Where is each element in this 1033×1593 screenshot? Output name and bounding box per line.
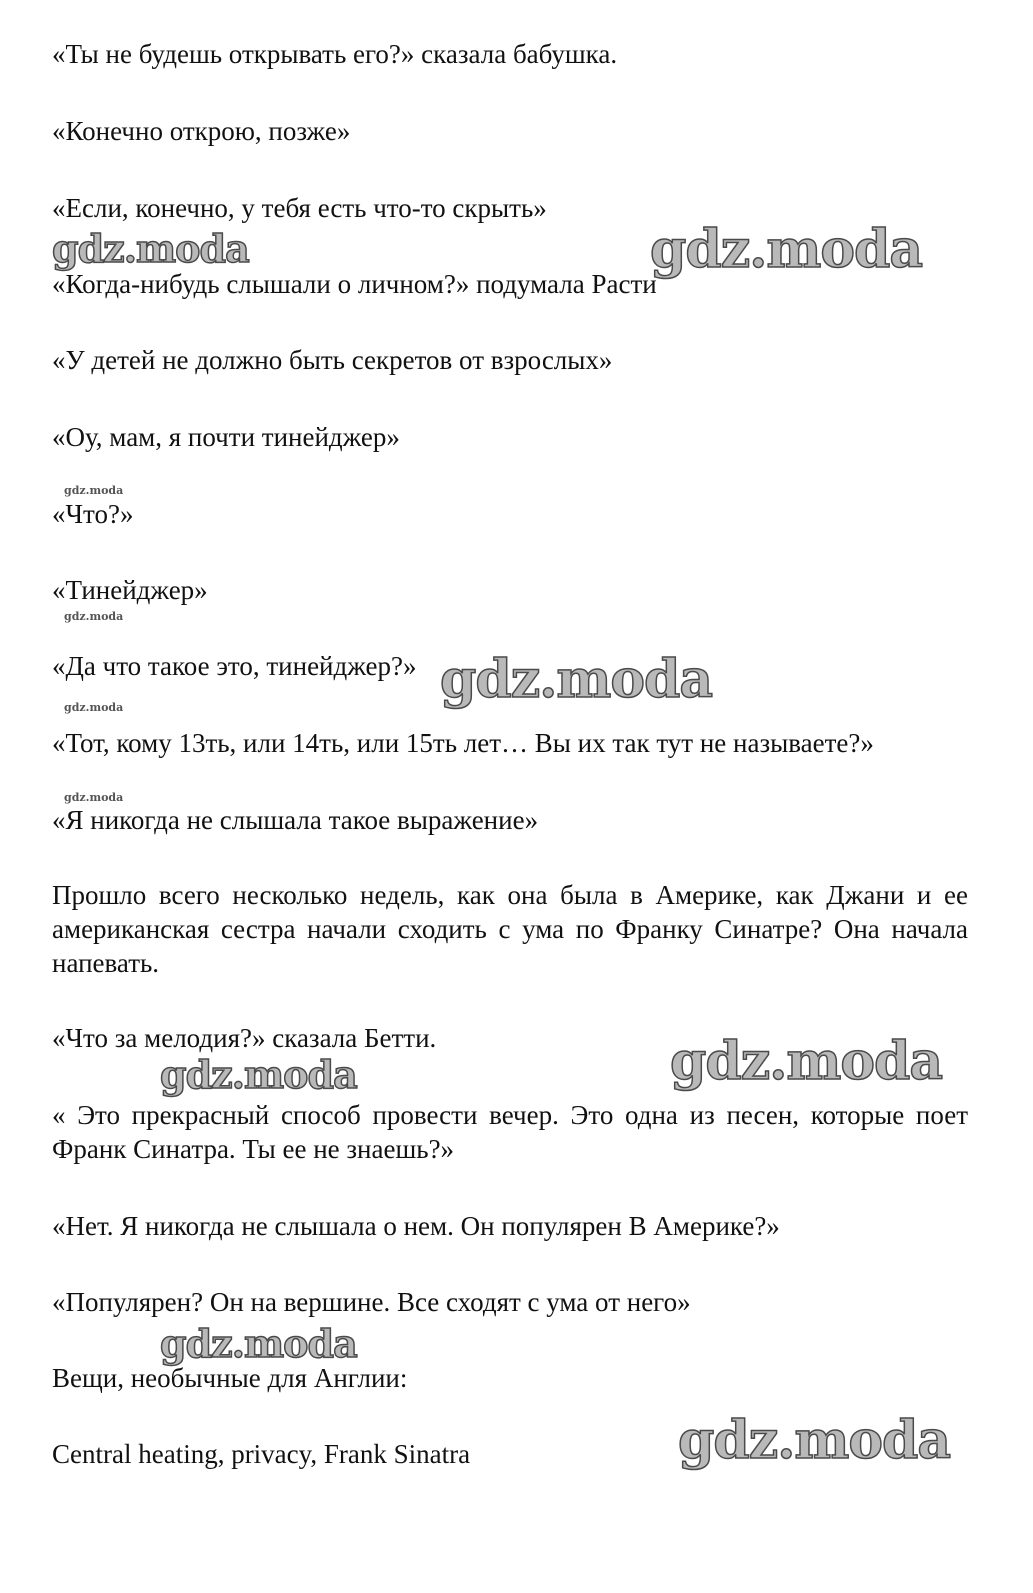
text-line: Central heating, privacy, Frank Sinatra: [52, 1439, 471, 1469]
text-line: «Тот, кому 13ть, или 14ть, или 15ть лет… Вы их так тут не называете?»: [52, 728, 874, 758]
watermark: gdz.moda: [678, 1410, 951, 1471]
text-line: «Популярен? Он на вершине. Все сходят с ума от него»: [52, 1287, 691, 1317]
watermark: gdz.moda: [440, 649, 713, 710]
watermark: gdz.moda: [52, 226, 249, 271]
text-line: «Если, конечно, у тебя есть что-то скрыть»: [52, 193, 547, 223]
text-line: «Да что такое это, тинейджер?»: [52, 651, 417, 681]
watermark: gdz.moda: [64, 610, 124, 623]
text-line: «Ты не будешь открывать его?» сказала бабушка.: [52, 39, 618, 69]
watermark: gdz.moda: [650, 219, 923, 280]
text-paragraph: « Это прекрасный способ провести вечер. Это одна из песен, которые поет Франк Синатра. Ты ее не знаешь?»: [52, 1100, 968, 1164]
text-line: «Что?»: [52, 499, 134, 529]
watermark: gdz.moda: [64, 484, 124, 497]
watermark: gdz.moda: [64, 701, 124, 714]
text-line: «Когда-нибудь слышали о личном?» подумала Расти: [52, 269, 657, 299]
text-line: Вещи, необычные для Англии:: [52, 1363, 408, 1393]
text-line: «У детей не должно быть секретов от взрослых»: [52, 345, 613, 375]
text-line: «Оу, мам, я почти тинейджер»: [52, 422, 400, 452]
text-line: «Нет. Я никогда не слышала о нем. Он популярен В Америке?»: [52, 1211, 780, 1241]
watermark: gdz.moda: [160, 1052, 357, 1097]
watermark: gdz.moda: [670, 1031, 943, 1092]
text-paragraph: Прошло всего несколько недель, как она была в Америке, как Джани и ее американская сестра начали сходить с ума по Франку Синатре? Она начала напевать.: [52, 880, 968, 978]
watermark: gdz.moda: [64, 791, 124, 804]
text-line: «Тинейджер»: [52, 575, 208, 605]
watermark: gdz.moda: [160, 1321, 357, 1366]
text-line: «Я никогда не слышала такое выражение»: [52, 805, 539, 835]
text-line: «Конечно открою, позже»: [52, 116, 351, 146]
text-line: «Что за мелодия?» сказала Бетти.: [52, 1023, 437, 1053]
